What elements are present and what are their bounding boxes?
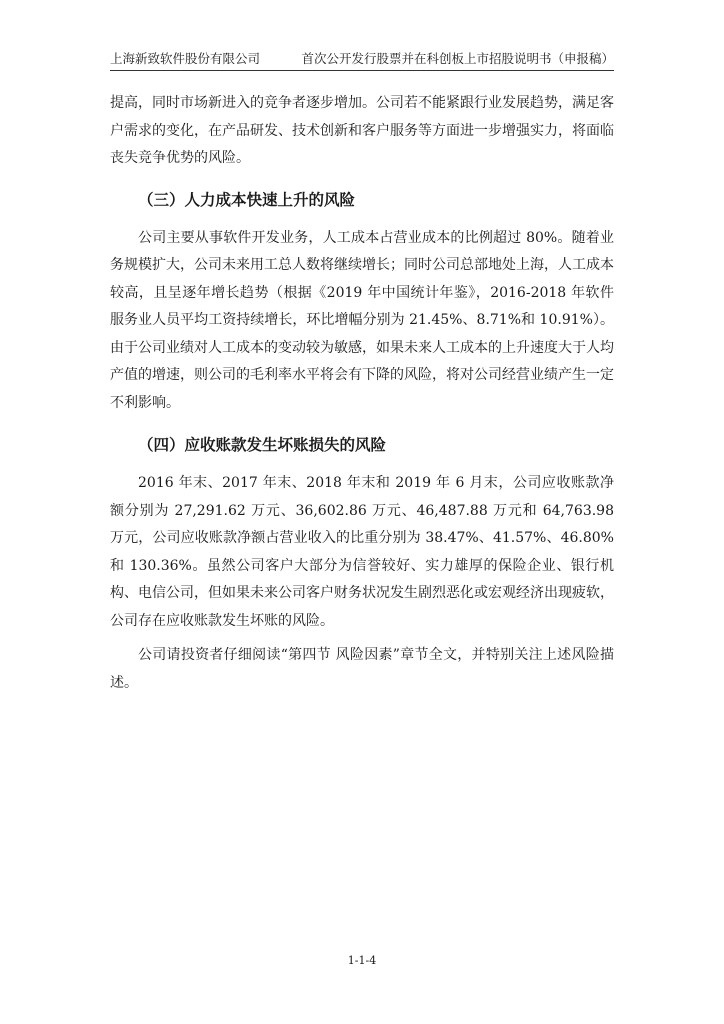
section-heading-receivables: （四）应收账款发生坏账损失的风险 — [138, 435, 387, 454]
document-body — [110, 90, 614, 697]
header-document-title: 首次公开发行股票并在科创板上市招股说明书（申报稿） — [301, 51, 614, 66]
continued-paragraph: 提高，同时市场新进入的竞争者逐步增加。公司若不能紧跟行业发展趋势，满足客户需求的变化，在产品研发、技术创新和客户服务等方面进一步增强实力，将面临丧失竞争优势的风险。 — [110, 95, 614, 166]
closing-paragraph: 公司请投资者仔细阅读“第四节 风险因素”章节全文，并特别关注上述风险描述。 — [110, 647, 614, 691]
page-number: 1-1-4 — [347, 954, 377, 967]
receivables-paragraph: 2016 年末、2017 年末、2018 年末和 2019 年 6 月末，公司应收账款净额分别为 27,291.62 万元、36,602.86 万元、46,487.88 万元和 64,763.98 万元，公司应收账款净额占营业收入的比重分别为 38.47%、41.57%、46.80%和 130.36%。虽然公司客户大部分为信誉较好、实力雄厚的保险企业、银行机构、电信公司，但如果未来公司客户财务状况发生剧烈恶化或宏观经济出现疲软，公司存在应收账款发生坏账的风险。 — [110, 475, 614, 629]
page-header — [110, 50, 614, 71]
section-heading-labor-cost: （三）人力成本快速上升的风险 — [138, 189, 356, 209]
labor-cost-paragraph: 公司主要从事软件开发业务，人工成本占营业成本的比例超过 80%。随着业务规模扩大，公司未来用工总人数将继续增长；同时公司总部地处上海，人工成本较高，且呈逐年增长趋势（根据《2019 年中国统计年鉴》，2016-2018 年软件服务业人员平均工资持续增长，环比增幅分别为 21.45%、8.71%和 10.91%）。由于公司业绩对人工成本的变动较为敏感，如果未来人工成本的上升速度大于人均产值的增速，则公司的毛利率水平将会有下降的风险，将对公司经营业绩产生一定不利影响。 — [110, 229, 614, 411]
header-company-name: 上海新致软件股份有限公司 — [110, 51, 261, 66]
